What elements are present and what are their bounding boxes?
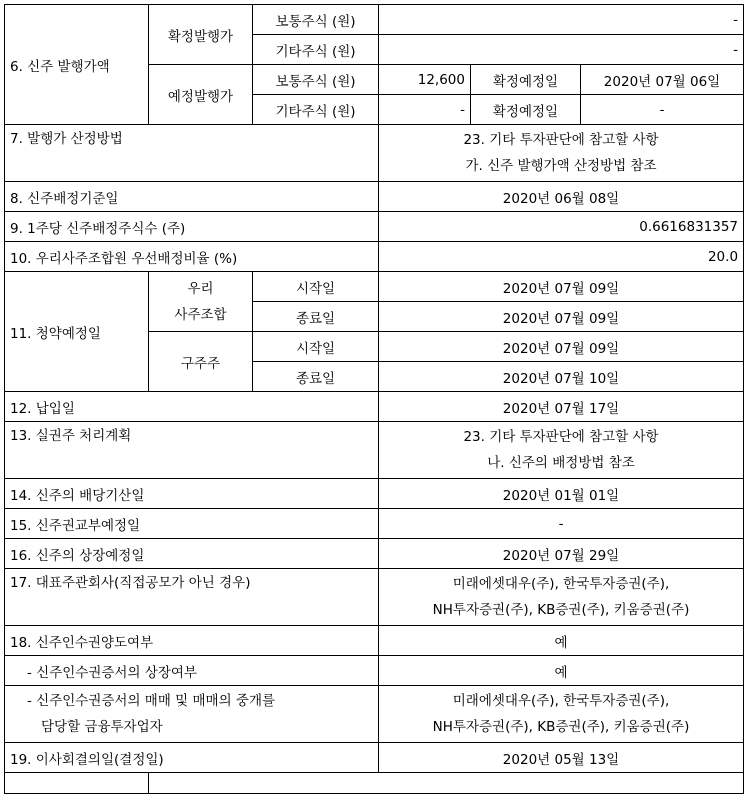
confirmed-common-value: - xyxy=(379,5,744,35)
subscription-label: 11. 청약예정일 xyxy=(5,272,149,392)
confirm-date-label: 확정예정일 xyxy=(471,65,581,95)
esop-ratio-value: 20.0 xyxy=(379,242,744,272)
esop-group-line1: 우리 xyxy=(187,280,214,297)
esop-group-line2: 사주조합 xyxy=(174,306,227,323)
shareholder-group-label: 구주주 xyxy=(149,332,253,392)
listing-date-value: 2020년 07월 29일 xyxy=(379,539,744,569)
forfeited-plan-line1: 23. 기타 투자판단에 참고할 사항 xyxy=(463,429,659,445)
rights-transfer-value: 예 xyxy=(379,626,744,656)
common-stock-label: 보통주식 (원) xyxy=(253,5,379,35)
confirmed-price-label: 확정발행가 xyxy=(149,5,253,65)
dividend-date-label: 14. 신주의 배당기산일 xyxy=(5,479,379,509)
certificate-date-value: - xyxy=(379,509,744,539)
confirmed-other-value: - xyxy=(379,35,744,65)
esop-group-label xyxy=(149,272,253,332)
payment-date-label: 12. 납입일 xyxy=(5,392,379,422)
planned-other-date: - xyxy=(581,95,744,125)
issue-price-label: 6. 신주 발행가액 xyxy=(5,5,149,125)
rights-broker-value xyxy=(379,686,744,743)
lead-manager-line2: NH투자증권(주), KB증권(주), 키움증권(주) xyxy=(432,602,690,618)
rights-transfer-label: 18. 신주인수권양도여부 xyxy=(5,626,379,656)
dividend-date-value: 2020년 01월 01일 xyxy=(379,479,744,509)
pricing-method-value xyxy=(379,125,744,182)
confirm-date-label: 확정예정일 xyxy=(471,95,581,125)
planned-common-value: 12,600 xyxy=(379,65,471,95)
rights-broker-label xyxy=(5,686,379,743)
lead-manager-label: 17. 대표주관회사(직접공모가 아닌 경우) xyxy=(5,569,379,626)
forfeited-plan-value xyxy=(379,422,744,479)
end-date-label: 종료일 xyxy=(253,302,379,332)
lead-manager-line1: 미래에셋대우(주), 한국투자증권(주), xyxy=(452,576,670,592)
rights-broker-line1: 미래에셋대우(주), 한국투자증권(주), xyxy=(452,693,670,709)
rights-broker-label-line1: - 신주인수권증서의 매매 및 매매의 중개를 xyxy=(27,693,276,709)
pricing-method-label: 7. 발행가 산정방법 xyxy=(5,125,379,182)
certificate-date-label: 15. 신주권교부예정일 xyxy=(5,509,379,539)
listing-date-label: 16. 신주의 상장예정일 xyxy=(5,539,379,569)
forfeited-plan-line2: 나. 신주의 배정방법 참조 xyxy=(487,455,635,471)
esop-ratio-label: 10. 우리사주조합원 우선배정비율 (%) xyxy=(5,242,379,272)
rights-listing-value: 예 xyxy=(379,656,744,686)
shares-per-share-label: 9. 1주당 신주배정주식수 (주) xyxy=(5,212,379,242)
disclosure-table xyxy=(4,4,744,794)
pricing-method-line2: 가. 신주 발행가액 산정방법 참조 xyxy=(465,158,657,174)
rights-broker-line2: NH투자증권(주), KB증권(주), 키움증권(주) xyxy=(432,719,690,735)
start-date-label: 시작일 xyxy=(253,272,379,302)
rights-broker-label-line2: 담당할 금융투자업자 xyxy=(41,719,163,735)
payment-date-value: 2020년 07월 17일 xyxy=(379,392,744,422)
rights-listing-label: - 신주인수권증서의 상장여부 xyxy=(5,656,379,686)
esop-start-value: 2020년 07월 09일 xyxy=(379,272,744,302)
other-stock-label: 기타주식 (원) xyxy=(253,95,379,125)
end-date-label: 종료일 xyxy=(253,362,379,392)
board-date-label: 19. 이사회결의일(결정일) xyxy=(5,743,379,773)
shares-per-share-value: 0.6616831357 xyxy=(379,212,744,242)
forfeited-plan-label: 13. 실권주 처리계획 xyxy=(5,422,379,479)
board-date-value: 2020년 05월 13일 xyxy=(379,743,744,773)
next-row-stub xyxy=(149,773,744,794)
record-date-value: 2020년 06월 08일 xyxy=(379,182,744,212)
planned-price-label: 예정발행가 xyxy=(149,65,253,125)
record-date-label: 8. 신주배정기준일 xyxy=(5,182,379,212)
shareholder-end-value: 2020년 07월 10일 xyxy=(379,362,744,392)
common-stock-label: 보통주식 (원) xyxy=(253,65,379,95)
lead-manager-value xyxy=(379,569,744,626)
start-date-label: 시작일 xyxy=(253,332,379,362)
planned-common-date: 2020년 07월 06일 xyxy=(581,65,744,95)
esop-end-value: 2020년 07월 09일 xyxy=(379,302,744,332)
next-row-stub xyxy=(5,773,149,794)
planned-other-value: - xyxy=(379,95,471,125)
other-stock-label: 기타주식 (원) xyxy=(253,35,379,65)
pricing-method-line1: 23. 기타 투자판단에 참고할 사항 xyxy=(463,132,659,148)
shareholder-start-value: 2020년 07월 09일 xyxy=(379,332,744,362)
